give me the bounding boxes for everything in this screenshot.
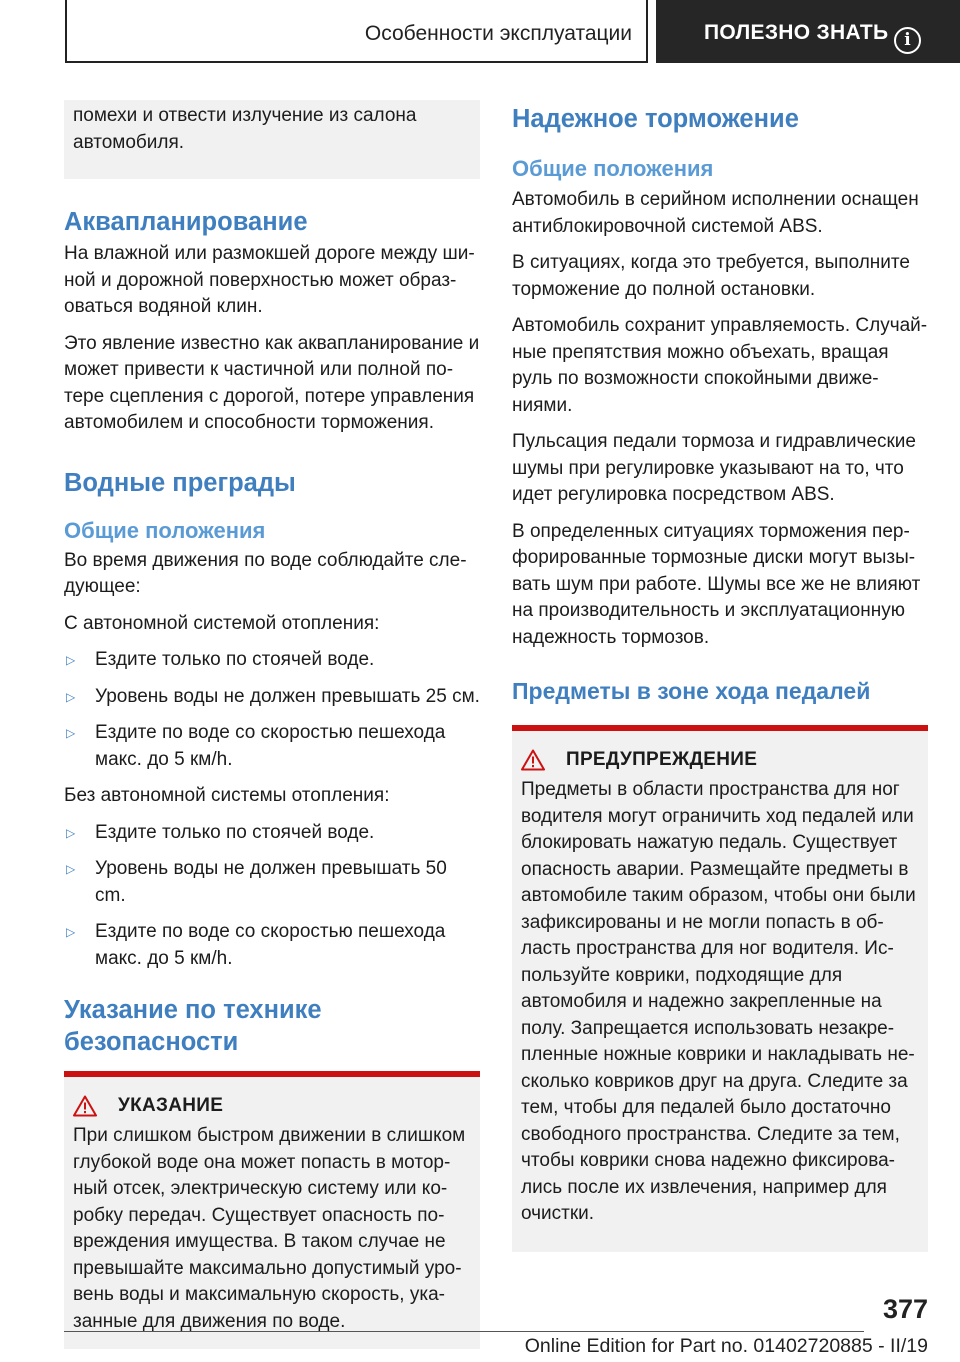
footer-divider [64, 1331, 864, 1332]
water-intro: Во время движения по воде соблюдайте сле- дующее: [64, 549, 467, 597]
pedals-title: Предметы в зоне хода педалей [512, 678, 871, 704]
water-obstacles-subtitle: Общие положения [64, 517, 266, 543]
braking-paragraph-3: Автомобиль сохранит управляемость. Случай- ные препятствия можно объехать, вращая руль по возможности спокойными движе- ниями. [512, 315, 928, 416]
right-column [512, 100, 928, 1252]
note-header [73, 1095, 472, 1117]
triangle-right-outline-icon: ▷ [66, 862, 76, 876]
without-heating-label: Без автономной системы отопления: [64, 785, 390, 806]
info-circle-icon: i [894, 27, 921, 54]
list-item-text: Уровень воды не должен превышать 25 см. [95, 685, 480, 707]
warning-header [521, 749, 920, 771]
list-item-text: Ездите только по стоячей воде. [95, 649, 375, 670]
note-label: УКАЗАНИЕ [118, 1095, 224, 1116]
braking-paragraph-1: Автомобиль в серийном исполнении оснащен антиблокировочной системой ABS. [512, 189, 919, 237]
braking-paragraph-2: В ситуациях, когда это требуется, выполните торможение до полной остановки. [512, 252, 910, 300]
header-badge [656, 0, 960, 63]
page-number: 377 [882, 1294, 928, 1324]
list-item [64, 856, 480, 909]
braking-title: Надежное торможение [512, 105, 799, 133]
triangle-right-outline-icon: ▷ [66, 653, 76, 667]
with-heating-label: С автономной системой отопления: [64, 612, 380, 634]
continued-text: помехи и отвести излучение из салона автомобиля. [73, 105, 417, 153]
aquaplaning-paragraph-2: Это явление известно как аквапланирование и может привести к частичной или полной по- тере сцепления с дорогой, потере управления автомобилем и способности торможения. [64, 332, 480, 433]
triangle-right-outline-icon: ▷ [66, 925, 76, 939]
aquaplaning-paragraph-1: На влажной или размокшей дороге между ши- ной и дорожной поверхностью может образ- оваться водяной клин. [64, 243, 475, 317]
warning-label: ПРЕДУПРЕЖДЕНИЕ [566, 749, 758, 770]
note-text: При слишком быстром движении в слишком глубокой воде она может попасть в мотор- ный отсек, электрическую систему или ко- робку передач. Существует опасность по- вреждения имущества. В таком случае не превышайте максимально допустимый уро- вень воды и максимальную скорость, ука- занные для движения по воде. [73, 1125, 466, 1332]
list-item-text: Ездите по воде со скоростью пешехода макс. до 5 км/h. [95, 722, 446, 770]
list-item [64, 720, 480, 773]
list-item [64, 647, 480, 674]
warning-text: Предметы в области пространства для ног водителя могут ограничить ход педалей или блокировать нажатую педаль. Существует опасность аварии. Размещайте предметы в автомобиле таким образом, чтобы они были зафиксированы и не могли попасть в об- ласть пространства для ног водителя. Ис- пользуйте коврики, подходящие для автомобиля и надежно закрепленные на полу. Запрещается использовать незакре- пленные ножные коврики и накладывать не- сколько ковриков друг на друга. Следите за тем, чтобы для педалей было достаточно свободного пространства. Следите за тем, чтобы коврики снова надежно фиксирова- лись после их извлечения, например для очистки. [521, 779, 916, 1224]
left-column [64, 100, 480, 1349]
footer-edition: Online Edition for Part no. 01402720885 - II/19 [524, 1335, 928, 1357]
triangle-right-outline-icon: ▷ [66, 689, 76, 704]
safety-title: Указание по технике безопасности [64, 996, 322, 1056]
continued-note-box [64, 100, 480, 179]
warning-triangle-icon [521, 749, 545, 771]
braking-subtitle: Общие положения [512, 156, 714, 181]
braking-paragraph-4: Пульсация педали тормоза и гидравлические шумы при регулировке указывают на то, что идет регулировка посредством ABS. [512, 431, 916, 505]
list-item-text: Уровень воды не должен превышать 50 cm. [95, 858, 447, 906]
triangle-right-outline-icon: ▷ [66, 726, 76, 740]
header-section-tab [65, 0, 648, 63]
list-item [64, 684, 480, 711]
note-box [64, 1071, 480, 1349]
header-section-title: Особенности эксплуатации [364, 22, 632, 45]
header-badge-label: ПОЛЕЗНО ЗНАТЬ [704, 21, 889, 44]
aquaplaning-title: Аквапланирование [64, 208, 308, 236]
warning-box [512, 725, 928, 1252]
triangle-right-outline-icon: ▷ [66, 825, 76, 840]
warning-triangle-icon [73, 1095, 97, 1117]
list-item [64, 820, 480, 847]
braking-paragraph-5: В определенных ситуациях торможения пер- форированные тормозные диски могут вызы- вать шум при работе. Шумы все же не влияют на производительность и эксплуатационную надежность тормозов. [512, 520, 921, 648]
list-item [64, 919, 480, 972]
list-item-text: Ездите по воде со скоростью пешехода макс. до 5 км/h. [95, 921, 446, 969]
list-item-text: Ездите только по стоячей воде. [95, 821, 375, 843]
water-obstacles-title: Водные преграды [64, 468, 296, 497]
